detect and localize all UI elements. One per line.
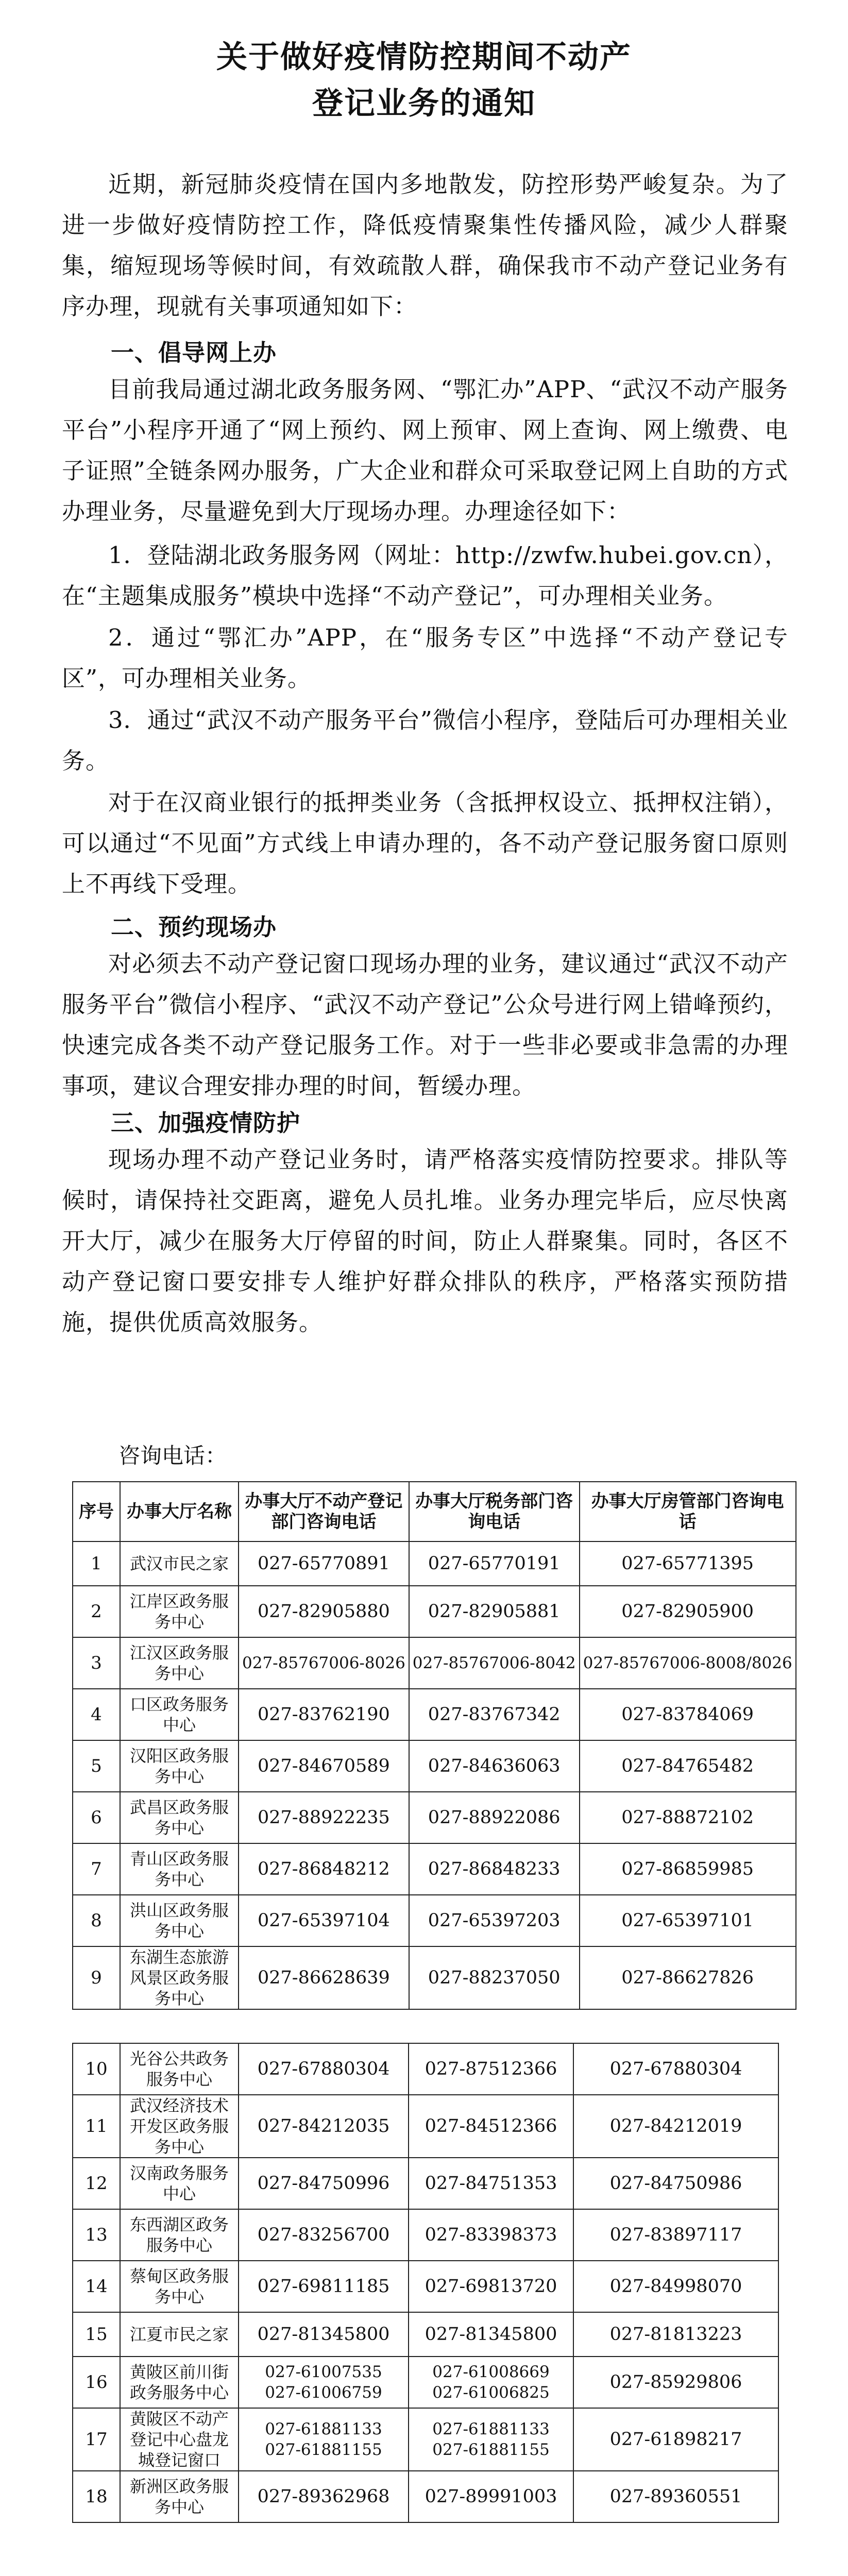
tax-phone-cell: 027-65397203 bbox=[409, 1895, 580, 1946]
hall-name-cell: 江夏市民之家 bbox=[120, 2312, 239, 2357]
tax-phone-cell: 027-65770191 bbox=[409, 1541, 580, 1586]
header-hall-name: 办事大厅名称 bbox=[120, 1482, 239, 1541]
row-number-cell: 13 bbox=[73, 2209, 120, 2261]
contact-table-part-1 bbox=[72, 1481, 796, 2010]
registration-phone-cell: 027-61007535 027-61006759 bbox=[239, 2357, 409, 2408]
row-number-cell: 11 bbox=[73, 2095, 120, 2158]
housing-phone-cell: 027-86859985 bbox=[580, 1843, 796, 1895]
tax-phone-cell: 027-84512366 bbox=[409, 2095, 573, 2158]
hall-name-cell: 青山区政务服务中心 bbox=[120, 1843, 239, 1895]
housing-phone-cell: 027-81813223 bbox=[573, 2312, 778, 2357]
table-row bbox=[73, 1792, 796, 1843]
row-number-cell: 14 bbox=[73, 2261, 120, 2312]
hall-name-cell: 武汉市民之家 bbox=[120, 1541, 239, 1586]
hall-name-cell: 江汉区政务服务中心 bbox=[120, 1637, 239, 1689]
hall-name-cell: 武汉经济技术开发区政务服务中心 bbox=[120, 2095, 239, 2158]
registration-phone-cell: 027-85767006-8026 bbox=[239, 1637, 409, 1689]
registration-phone-cell: 027-84212035 bbox=[239, 2095, 409, 2158]
registration-phone-cell: 027-81345800 bbox=[239, 2312, 409, 2357]
registration-phone-cell: 027-67880304 bbox=[239, 2043, 409, 2095]
tax-phone-cell: 027-84751353 bbox=[409, 2158, 573, 2209]
section-3-paragraph: 现场办理不动产登记业务时，请严格落实疫情防控要求。排队等候时，请保持社交距离，避免人员扎堆。业务办理完毕后，应尽快离开大厅，减少在服务大厅停留的时间，防止人群聚集。同时，各区不动产登记窗口要安排专人维护好群众排队的秩序，严格落实预防措施，提供优质高效服务。 bbox=[62, 1146, 788, 1336]
header-tax-phone: 办事大厅税务部门咨询电话 bbox=[409, 1482, 580, 1541]
section-1-item-2: 2．通过“鄂汇办”APP，在“服务专区”中选择“不动产登记专区”，可办理相关业务。 bbox=[62, 624, 788, 692]
registration-phone-cell: 027-86848212 bbox=[239, 1843, 409, 1895]
row-number-cell: 1 bbox=[73, 1541, 120, 1586]
table-row bbox=[73, 1843, 796, 1895]
section-1-paragraph: 目前我局通过湖北政务服务网、“鄂汇办”APP、“武汉不动产服务平台”小程序开通了“网上预约、网上预审、网上查询、网上缴费、电子证照”全链条网办服务，广大企业和群众可采取登记网上自助的方式办理业务，尽量避免到大厅现场办理。办理途径如下： bbox=[62, 376, 788, 525]
housing-phone-cell: 027-84998070 bbox=[573, 2261, 778, 2312]
tax-phone-cell: 027-83767342 bbox=[409, 1689, 580, 1740]
table-row bbox=[73, 2158, 778, 2209]
tax-phone-cell: 027-89991003 bbox=[409, 2471, 573, 2522]
hall-name-cell: 武昌区政务服务中心 bbox=[120, 1792, 239, 1843]
registration-phone-cell: 027-84750996 bbox=[239, 2158, 409, 2209]
tax-phone-cell: 027-83398373 bbox=[409, 2209, 573, 2261]
document-title-line-2: 登记业务的通知 bbox=[312, 86, 536, 122]
housing-phone-cell: 027-85767006-8008/8026 bbox=[580, 1637, 796, 1689]
housing-phone-cell: 027-89360551 bbox=[573, 2471, 778, 2522]
table-row bbox=[73, 2261, 778, 2312]
registration-phone-cell: 027-88922235 bbox=[239, 1792, 409, 1843]
housing-phone-cell: 027-88872102 bbox=[580, 1792, 796, 1843]
housing-phone-cell: 027-86627826 bbox=[580, 1946, 796, 2009]
table-row bbox=[73, 2357, 778, 2408]
tax-phone-cell: 027-82905881 bbox=[409, 1586, 580, 1637]
tax-phone-cell: 027-61008669 027-61006825 bbox=[409, 2357, 573, 2408]
consult-label: 咨询电话： bbox=[118, 1443, 227, 1468]
header-housing-phone: 办事大厅房管部门咨询电话 bbox=[580, 1482, 796, 1541]
housing-phone-cell: 027-65771395 bbox=[580, 1541, 796, 1586]
row-number-cell: 12 bbox=[73, 2158, 120, 2209]
table-row bbox=[73, 2312, 778, 2357]
hall-name-cell: 光谷公共政务服务中心 bbox=[120, 2043, 239, 2095]
table-row bbox=[73, 2471, 778, 2522]
table-row bbox=[73, 1689, 796, 1740]
row-number-cell: 15 bbox=[73, 2312, 120, 2357]
row-number-cell: 5 bbox=[73, 1740, 120, 1792]
registration-phone-cell: 027-89362968 bbox=[239, 2471, 409, 2522]
hall-name-cell: 汉阳区政务服务中心 bbox=[120, 1740, 239, 1792]
section-2-paragraph: 对必须去不动产登记窗口现场办理的业务，建议通过“武汉不动产服务平台”微信小程序、“武汉不动产登记”公众号进行网上错峰预约，快速完成各类不动产登记服务工作。对于一些非必要或非急需的办理事项，建议合理安排办理的时间，暂缓办理。 bbox=[62, 950, 788, 1099]
table-row bbox=[73, 2095, 778, 2158]
row-number-cell: 3 bbox=[73, 1637, 120, 1689]
registration-phone-cell: 027-65770891 bbox=[239, 1541, 409, 1586]
registration-phone-cell: 027-83762190 bbox=[239, 1689, 409, 1740]
row-number-cell: 2 bbox=[73, 1586, 120, 1637]
hall-name-cell: 新洲区政务服务中心 bbox=[120, 2471, 239, 2522]
registration-phone-cell: 027-61881133 027-61881155 bbox=[239, 2408, 409, 2471]
hall-name-cell: 黄陂区不动产登记中心盘龙城登记窗口 bbox=[120, 2408, 239, 2471]
row-number-cell: 8 bbox=[73, 1895, 120, 1946]
row-number-cell: 18 bbox=[73, 2471, 120, 2522]
hall-name-cell: 汉南政务服务中心 bbox=[120, 2158, 239, 2209]
tax-phone-cell: 027-69813720 bbox=[409, 2261, 573, 2312]
row-number-cell: 6 bbox=[73, 1792, 120, 1843]
row-number-cell: 7 bbox=[73, 1843, 120, 1895]
header-registration-phone: 办事大厅不动产登记部门咨询电话 bbox=[239, 1482, 409, 1541]
table-row bbox=[73, 1586, 796, 1637]
row-number-cell: 16 bbox=[73, 2357, 120, 2408]
registration-phone-cell: 027-65397104 bbox=[239, 1895, 409, 1946]
row-number-cell: 10 bbox=[73, 2043, 120, 2095]
registration-phone-cell: 027-86628639 bbox=[239, 1946, 409, 2009]
table-row bbox=[73, 1541, 796, 1586]
section-1-item-1: 1．登陆湖北政务服务网（网址：http://zwfw.hubei.gov.cn），在“主题集成服务”模块中选择“不动产登记”，可办理相关业务。 bbox=[62, 541, 788, 609]
intro-paragraph: 近期，新冠肺炎疫情在国内多地散发，防控形势严峻复杂。为了进一步做好疫情防控工作，降低疫情聚集性传播风险，减少人群聚集，缩短现场等候时间，有效疏散人群，确保我市不动产登记业务有序办理，现就有关事项通知如下： bbox=[62, 171, 788, 320]
hall-name-cell: 东西湖区政务服务中心 bbox=[120, 2209, 239, 2261]
tax-phone-cell: 027-88922086 bbox=[409, 1792, 580, 1843]
section-1-heading: 一、倡导网上办 bbox=[111, 339, 277, 366]
section-1-item-3: 3．通过“武汉不动产服务平台”微信小程序，登陆后可办理相关业务。 bbox=[62, 706, 788, 774]
row-number-cell: 17 bbox=[73, 2408, 120, 2471]
tax-phone-cell: 027-84636063 bbox=[409, 1740, 580, 1792]
hall-name-cell: 蔡甸区政务服务中心 bbox=[120, 2261, 239, 2312]
tax-phone-cell: 027-88237050 bbox=[409, 1946, 580, 2009]
hall-name-cell: 黄陂区前川街政务服务中心 bbox=[120, 2357, 239, 2408]
housing-phone-cell: 027-67880304 bbox=[573, 2043, 778, 2095]
housing-phone-cell: 027-84765482 bbox=[580, 1740, 796, 1792]
housing-phone-cell: 027-65397101 bbox=[580, 1895, 796, 1946]
hall-name-cell: 洪山区政务服务中心 bbox=[120, 1895, 239, 1946]
contact-table-part-2 bbox=[72, 2043, 779, 2523]
tax-phone-cell: 027-85767006-8042 bbox=[409, 1637, 580, 1689]
header-no: 序号 bbox=[73, 1482, 120, 1541]
registration-phone-cell: 027-83256700 bbox=[239, 2209, 409, 2261]
housing-phone-cell: 027-83897117 bbox=[573, 2209, 778, 2261]
hall-name-cell: 江岸区政务服务中心 bbox=[120, 1586, 239, 1637]
tax-phone-cell: 027-86848233 bbox=[409, 1843, 580, 1895]
section-2-heading: 二、预约现场办 bbox=[111, 913, 277, 941]
housing-phone-cell: 027-84212019 bbox=[573, 2095, 778, 2158]
table-header-row bbox=[73, 1482, 796, 1541]
tax-phone-cell: 027-87512366 bbox=[409, 2043, 573, 2095]
table-row bbox=[73, 1946, 796, 2009]
document-title-line-1: 关于做好疫情防控期间不动产 bbox=[216, 39, 632, 75]
table-row bbox=[73, 2209, 778, 2261]
table-row bbox=[73, 2408, 778, 2471]
hall-name-cell: 东湖生态旅游风景区政务服务中心 bbox=[120, 1946, 239, 2009]
housing-phone-cell: 027-85929806 bbox=[573, 2357, 778, 2408]
row-number-cell: 9 bbox=[73, 1946, 120, 2009]
housing-phone-cell: 027-83784069 bbox=[580, 1689, 796, 1740]
tax-phone-cell: 027-61881133 027-61881155 bbox=[409, 2408, 573, 2471]
table-row bbox=[73, 1895, 796, 1946]
housing-phone-cell: 027-84750986 bbox=[573, 2158, 778, 2209]
housing-phone-cell: 027-61898217 bbox=[573, 2408, 778, 2471]
housing-phone-cell: 027-82905900 bbox=[580, 1586, 796, 1637]
row-number-cell: 4 bbox=[73, 1689, 120, 1740]
section-3-heading: 三、加强疫情防护 bbox=[111, 1109, 301, 1137]
section-1-note: 对于在汉商业银行的抵押类业务（含抵押权设立、抵押权注销），可以通过“不见面”方式线上申请办理的，各不动产登记服务窗口原则上不再线下受理。 bbox=[62, 789, 788, 897]
table-row bbox=[73, 2043, 778, 2095]
tax-phone-cell: 027-81345800 bbox=[409, 2312, 573, 2357]
table-row bbox=[73, 1637, 796, 1689]
registration-phone-cell: 027-84670589 bbox=[239, 1740, 409, 1792]
table-row bbox=[73, 1740, 796, 1792]
registration-phone-cell: 027-82905880 bbox=[239, 1586, 409, 1637]
hall-name-cell: 口区政务服务中心 bbox=[120, 1689, 239, 1740]
registration-phone-cell: 027-69811185 bbox=[239, 2261, 409, 2312]
